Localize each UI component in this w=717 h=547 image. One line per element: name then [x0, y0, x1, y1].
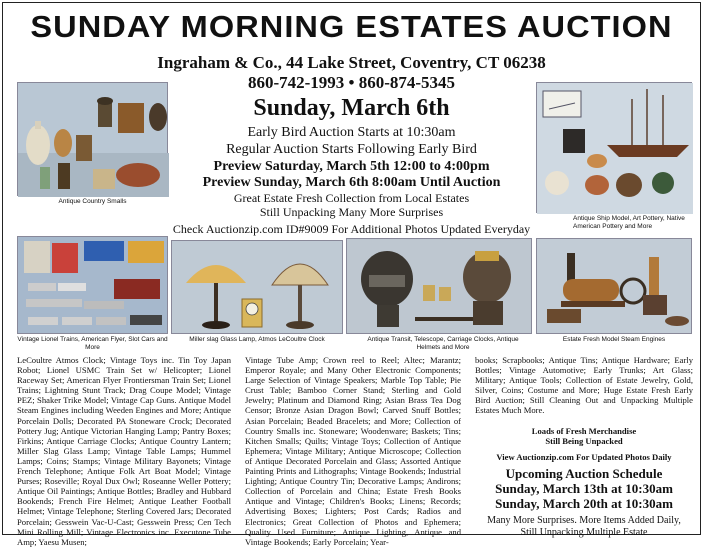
more-surprises-line-1: Many More Surprises. More Items Added Daily,: [487, 514, 681, 526]
loads-line-1: Loads of Fresh Merchandise: [531, 425, 637, 436]
caption-country-smalls: Antique Country Smalls: [58, 198, 127, 205]
schedule-date-1: Sunday, March 13th at 10:30am: [495, 480, 673, 496]
listing-column-1: LeCoultre Atmos Clock; Vintage Toys inc. Tin Toy Japan Robot; Lionel USMC Train Set w/ Helicopter; Lionel Raceway Set; American Flyer Frontiersman Train Set; Lionel Trains; Lightning Stunt Track; Drag Coupe Model; Vintage PEZ; Shaker Trike Model; Vintage Cap Guns. Antique Model Steam Engines including Weeden Engines and More; Antique Porcelain Dolls; Decorated PA Stoneware Crock; Decorated Pottery Jug; Antique Victorian Hanging Lamp; Pantry Boxes; Firkins; Antique Carriage Clocks; Antique Country Lantern; Miller Slag Glass Lamp; Vintage Table Lamps; Hummel Lamps; Coins; Stamps; Vintage Military Bayonets; Vintage French Telephone; Antique Folk Art Boat Model; Vintage Purses; Roseville; Royal Dux Owl; Roseanne Weller Pottery; Antique Oil Paintings; Antique Bottles; Bradley and Hubbard Bookends; French Fire Helmet; Antique Leather Football Helmet; Vintage Telephone; Sterling Covered Jars; Decorated Porcelain; Gesswein Vac-U-Cast; Gesswein Press; Cen Tech Mini Rolling Mill; Vintage Electronics inc. Executone Tube Amp; Yaesu Musen;: [17, 355, 231, 547]
unpacking-line: Still Unpacking Many More Surprises: [259, 205, 444, 219]
photo-country-smalls: [17, 82, 168, 196]
auction-date: Sunday, March 6th: [253, 95, 450, 121]
photo-lamps: [171, 240, 343, 334]
listing-column-3-text: books; Scrapbooks; Antique Tins; Antique Hardware; Early Bottles; Vintage Automotive; Early Trunks; Art Glass; Military; Antique Tools; Collection of Estate Jewelry, Gold, Silver, Coins; Costume and More; Huge Estate Fresh Early Bird Auction; Still Cleaning Out and Unpacking Multiple Estates Much More.: [475, 355, 693, 416]
caption-lamps: Miller slag Glass Lamp, Atmos LeCoultre Clock: [189, 336, 325, 343]
more-surprises-line-2: Still Unpacking Multiple Estate: [520, 526, 648, 538]
preview-saturday: Preview Saturday, March 5th 12:00 to 4:00pm: [213, 159, 490, 174]
auction-advertisement: [2, 2, 701, 547]
phone-numbers: 860-742-1993 • 860-874-5345: [247, 73, 456, 92]
view-auctionzip: View Auctionzip.com For Updated Photos Daily: [496, 451, 672, 462]
listing-column-2: Vintage Tube Amp; Crown reel to Reel; Altec; Marantz; Emperor Royale; and Many Other Electronic Components; Large Selection of Vintage Speakers; Marble Top Table; Pie Crust Table; Bamboo Corner Stand; Sterling and Gold Jewelry; Platinum and Diamond Ring; Asian Brass Tea Dog Censor; Bronze Asian Dragon Bowl; Carved Snuff Bottles; Asian Porcelain; Beaded Bracelets; and More; Collection of Country Smalls inc. Stoneware; Woodenware; Baskets; Tins; Kitchen Smalls; Quilts; Vintage Toys; Collection of Antique Ephemera; Vintage Military; Antique Microscope; Collection of Antique Decorated Porcelain and Glass; Assorted Antique Painting Prints and Lithographs; Vintage Bookends; Industrial Lighting; Antique Country Tin; Decorative Lamps; Andirons; Collection of Porcelain and China; Estate Fresh Books Antique and Vintage; Children's Books; Linens; Records; Advertising Boxes; Lighters; Post Cards; Radios and Electronics; Great Collection of Photos and Ephemera; Quality Used Furniture; Antique Lighting, Antique and Vintage Bookends; Early Porcelain; Year-: [245, 355, 461, 547]
upcoming-schedule-title: Upcoming Auction Schedule: [505, 465, 663, 481]
caption-ship-model: Antique Ship Model, Art Pottery, Native American Pottery and More: [573, 215, 685, 230]
photo-ship-model: [536, 82, 692, 213]
page-title: SUNDAY MORNING ESTATES AUCTION: [30, 9, 673, 44]
loads-line-2: Still Being Unpacked: [545, 435, 623, 446]
caption-trains: Vintage Lionel Trains, American Flyer, Slot Cars and More: [17, 336, 168, 351]
listing-column-3: [475, 355, 693, 539]
schedule-date-2: Sunday, March 20th at 10:30am: [495, 495, 673, 511]
caption-steam-engines: Estate Fresh Model Steam Engines: [562, 336, 666, 343]
photo-transit-helmets: [346, 238, 532, 334]
preview-sunday: Preview Sunday, March 6th 8:00am Until Auction: [202, 175, 501, 190]
early-bird-time: Early Bird Auction Starts at 10:30am: [247, 125, 456, 140]
auction-address: Ingraham & Co., 44 Lake Street, Coventry, CT 06238: [157, 53, 546, 72]
auctionzip-notice: Check Auctionzip.com ID#9009 For Additional Photos Updated Everyday: [172, 222, 531, 236]
fresh-collection-line: Great Estate Fresh Collection from Local Estates: [233, 191, 470, 205]
caption-transit-helmets: Antique Transit, Telescope, Carriage Clocks, Antique Helmets and More: [367, 336, 519, 351]
photo-steam-engines: [536, 238, 692, 334]
photo-trains: [17, 236, 168, 334]
regular-auction-time: Regular Auction Starts Following Early Bird: [226, 142, 477, 157]
